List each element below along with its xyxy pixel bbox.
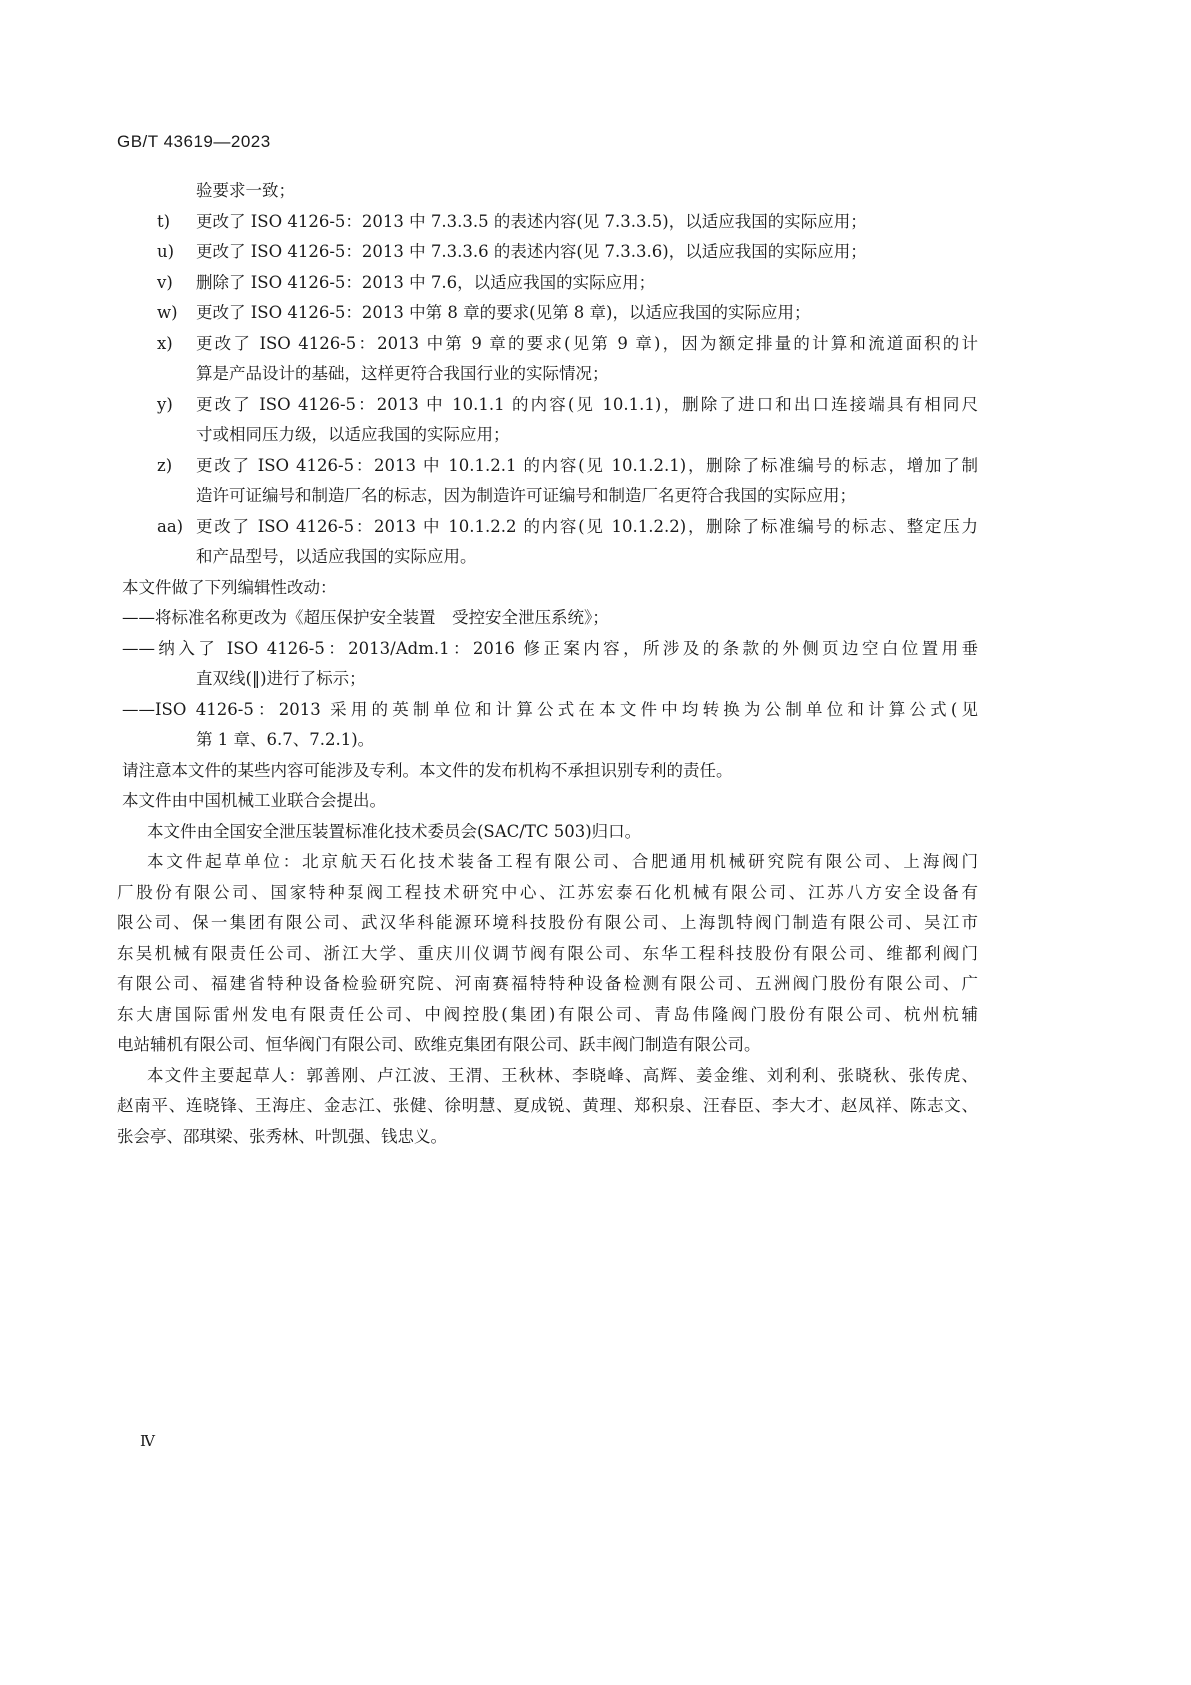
paragraph-line bbox=[0, 939, 1191, 970]
paragraph-line bbox=[0, 908, 1191, 939]
list-item-label: w) bbox=[157, 303, 178, 322]
line-text: 寸或相同压力级，以适应我国的实际应用； bbox=[196, 425, 510, 444]
line-text: 更改了 ISO 4126-5：2013 中第 8 章的要求(见第 8 章)，以适应我国的实际应用； bbox=[196, 303, 811, 322]
dash-item bbox=[0, 634, 1191, 665]
list-item-label: v) bbox=[157, 272, 173, 292]
line-text: 本文件做了下列编辑性改动： bbox=[122, 577, 337, 597]
paragraph-line bbox=[0, 847, 1191, 878]
list-item bbox=[0, 542, 1191, 573]
line-text: 限公司、保一集团有限公司、武汉华科能源环境科技股份有限公司、上海凯特阀门制造有限公司、吴江市 bbox=[117, 913, 978, 932]
list-item-label: u) bbox=[157, 242, 175, 261]
list-item bbox=[0, 176, 1191, 207]
list-item bbox=[0, 207, 1191, 238]
line-text: 有限公司、福建省特种设备检验研究院、河南赛福特特种设备检测有限公司、五洲阀门股份有限公司、广 bbox=[117, 974, 978, 993]
list-item bbox=[0, 298, 1191, 329]
paragraph-line bbox=[0, 1030, 1191, 1061]
paragraph-line bbox=[0, 1061, 1191, 1092]
list-item-label: t) bbox=[157, 211, 171, 231]
line-text: 更改了 ISO 4126-5：2013 中第 9 章的要求(见第 9 章)，因为额定排量的计算和流道面积的计 bbox=[196, 333, 978, 353]
list-item-label: aa) bbox=[157, 516, 184, 536]
line-text: 更改了 ISO 4126-5：2013 中 10.1.2.2 的内容(见 10.1.2.2)，删除了标准编号的标志、整定压力 bbox=[196, 516, 978, 536]
list-item bbox=[0, 359, 1191, 390]
paragraph-line bbox=[0, 1091, 1191, 1122]
line-text: 更改了 ISO 4126-5：2013 中 10.1.2.1 的内容(见 10.1.2.1)，删除了标准编号的标志，增加了制 bbox=[196, 455, 978, 475]
line-text: 直双线(‖)进行了标示； bbox=[196, 669, 366, 688]
dash-item bbox=[0, 725, 1191, 756]
paragraph-line bbox=[0, 969, 1191, 1000]
paragraph-line bbox=[0, 756, 1191, 787]
line-text: 本文件由全国安全泄压装置标准化技术委员会(SAC/TC 503)归口。 bbox=[147, 821, 642, 841]
list-item bbox=[0, 451, 1191, 482]
list-item-label: x) bbox=[157, 333, 173, 353]
paragraph-line bbox=[0, 1000, 1191, 1031]
list-item bbox=[0, 390, 1191, 421]
document-body bbox=[0, 176, 1191, 1152]
line-text: 电站辅机有限公司、恒华阀门有限公司、欧维克集团有限公司、跃丰阀门制造有限公司。 bbox=[117, 1035, 761, 1054]
line-text: 赵南平、连晓锋、王海庄、金志江、张健、徐明慧、夏成锐、黄理、郑积泉、汪春臣、李大才、赵凤祥、陈志文、 bbox=[117, 1096, 978, 1115]
line-text: 和产品型号，以适应我国的实际应用。 bbox=[196, 547, 477, 566]
paragraph-line bbox=[0, 817, 1191, 848]
line-text: 东吴机械有限责任公司、浙江大学、重庆川仪调节阀有限公司、东华工程科技股份有限公司、维都利阀门 bbox=[117, 943, 978, 963]
line-text: ——纳入了 ISO 4126-5：2013/Adm.1：2016 修正案内容，所涉及的条款的外侧页边空白位置用垂 bbox=[122, 638, 978, 658]
list-item bbox=[0, 268, 1191, 299]
line-text: 张会亭、邵琪梁、张秀林、叶凯强、钱忠义。 bbox=[117, 1126, 447, 1146]
list-item bbox=[0, 481, 1191, 512]
dash-item bbox=[0, 664, 1191, 695]
line-text: ——将标准名称更改为《超压保护安全装置 受控安全泄压系统》； bbox=[122, 608, 609, 627]
line-text: 本文件由中国机械工业联合会提出。 bbox=[122, 791, 386, 810]
list-item-label: y) bbox=[157, 394, 173, 414]
line-text: 造许可证编号和制造厂名的标志，因为制造许可证编号和制造厂名更符合我国的实际应用； bbox=[196, 486, 856, 505]
line-text: 本文件起草单位：北京航天石化技术装备工程有限公司、合肥通用机械研究院有限公司、上海阀门 bbox=[147, 852, 978, 871]
list-item bbox=[0, 237, 1191, 268]
paragraph-line bbox=[0, 878, 1191, 909]
list-item bbox=[0, 329, 1191, 360]
dash-item bbox=[0, 695, 1191, 726]
paragraph-line bbox=[0, 1122, 1191, 1153]
editorial-intro bbox=[0, 573, 1191, 604]
line-text: 请注意本文件的某些内容可能涉及专利。本文件的发布机构不承担识别专利的责任。 bbox=[122, 760, 733, 780]
line-text: 算是产品设计的基础，这样更符合我国行业的实际情况； bbox=[196, 364, 609, 383]
list-item-label: z) bbox=[157, 455, 173, 475]
page-number: Ⅳ bbox=[140, 1432, 155, 1450]
paragraph-line bbox=[0, 786, 1191, 817]
line-text: 本文件主要起草人：郭善刚、卢江波、王渭、王秋林、李晓峰、高辉、姜金维、刘利利、张晓秋、张传虎、 bbox=[147, 1065, 978, 1085]
line-text: 删除了 ISO 4126-5：2013 中 7.6，以适应我国的实际应用； bbox=[196, 272, 656, 292]
line-text: 更改了 ISO 4126-5：2013 中 10.1.1 的内容(见 10.1.1)，删除了进口和出口连接端具有相同尺 bbox=[196, 394, 978, 414]
dash-item bbox=[0, 603, 1191, 634]
line-text: 东大唐国际雷州发电有限责任公司、中阀控股(集团)有限公司、青岛伟隆阀门股份有限公司、杭州杭辅 bbox=[117, 1004, 978, 1024]
line-text: 验要求一致； bbox=[196, 181, 295, 200]
line-text: ——ISO 4126-5：2013 采用的英制单位和计算公式在本文件中均转换为公制单位和计算公式(见 bbox=[122, 699, 978, 719]
line-text: 更改了 ISO 4126-5：2013 中 7.3.3.6 的表述内容(见 7.3.3.6)，以适应我国的实际应用； bbox=[196, 242, 867, 261]
document-number-header: GB/T 43619—2023 bbox=[117, 132, 271, 151]
line-text: 第 1 章、6.7、7.2.1)。 bbox=[196, 730, 375, 749]
line-text: 更改了 ISO 4126-5：2013 中 7.3.3.5 的表述内容(见 7.3.3.5)，以适应我国的实际应用； bbox=[196, 211, 867, 231]
list-item bbox=[0, 420, 1191, 451]
line-text: 厂股份有限公司、国家特种泵阀工程技术研究中心、江苏宏泰石化机械有限公司、江苏八方安全设备有 bbox=[117, 882, 978, 902]
list-item bbox=[0, 512, 1191, 543]
